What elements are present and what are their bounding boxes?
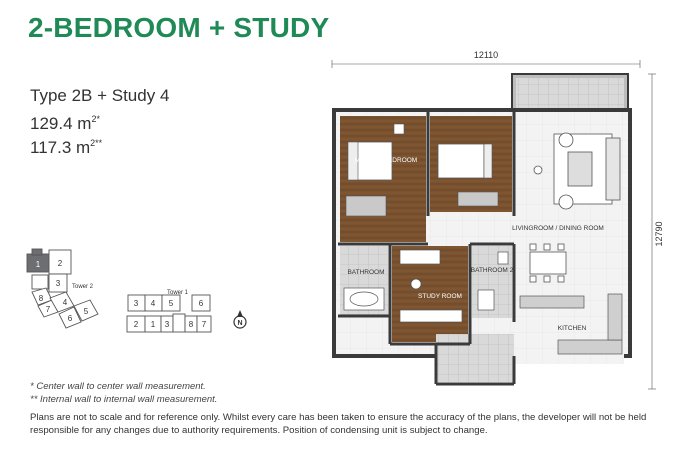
t1-unit-5-top: 5 — [168, 299, 174, 308]
master-bedroom-label: MASTER BEDROOM — [354, 157, 418, 164]
t2-unit-7: 7 — [45, 305, 51, 314]
area-internal-sup: 2** — [90, 138, 103, 148]
floor-plan — [318, 44, 668, 394]
dining-table — [530, 244, 566, 282]
area-internal-wall — [30, 138, 102, 158]
height-dimension: 12790 — [654, 221, 664, 247]
t2-unit-1: 1 — [35, 260, 41, 269]
t1-unit-2: 2 — [133, 320, 139, 329]
t1-unit-6-top: 6 — [198, 299, 204, 308]
t2-unit-4: 4 — [62, 298, 68, 307]
north-compass-icon — [234, 310, 246, 328]
bathroom2-label: BATHROOM 2 — [470, 267, 514, 274]
north-label: N — [237, 320, 243, 327]
tower2-label: Tower 2 — [72, 284, 94, 290]
key-plan — [22, 242, 262, 342]
bedroom1-label: BEDROOM 1 — [442, 153, 482, 160]
t1-unit-4-top: 4 — [150, 299, 156, 308]
area-center-value: 129.4 m — [30, 114, 92, 133]
note-center-wall: * Center wall to center wall measurement. — [30, 381, 206, 392]
t1-unit-8: 8 — [188, 320, 194, 329]
t2-unit-3: 3 — [55, 279, 61, 288]
t1-unit-3-top: 3 — [133, 299, 139, 308]
t1-unit-1: 1 — [150, 320, 156, 329]
disclaimer: Plans are not to scale and for reference only. Whilst every care has been taken to ensure the accuracy of the plans, the developer will not be held responsible for any changes due to authority requirements. Position of condensing unit is subject to change. — [30, 412, 647, 436]
bathroom-label: BATHROOM — [347, 269, 385, 276]
t2-unit-8: 8 — [38, 294, 44, 303]
area-internal-value: 117.3 m — [30, 138, 91, 157]
bathroom-fixtures — [344, 288, 384, 310]
study-room-label: STUDY ROOM — [418, 293, 462, 300]
t2-unit-5: 5 — [83, 307, 89, 316]
area-center-wall — [30, 114, 100, 134]
width-dimension: 12110 — [473, 50, 499, 60]
kitchen-label: KITCHEN — [557, 325, 587, 332]
living-dining-label: LIVINGROOM / DINING ROOM — [512, 225, 604, 232]
t2-unit-6: 6 — [67, 314, 73, 323]
note-internal-wall: ** Internal wall to internal wall measurement. — [30, 394, 218, 405]
tower1-label: Tower 1 — [167, 290, 189, 296]
t1-unit-3: 3 — [164, 320, 170, 329]
unit-type: Type 2B + Study 4 — [30, 86, 170, 105]
area-center-sup: 2* — [91, 114, 100, 124]
t1-unit-7: 7 — [201, 320, 207, 329]
t2-unit-2: 2 — [57, 259, 63, 268]
service-area — [436, 334, 514, 382]
page-title: 2-BEDROOM + STUDY — [28, 12, 330, 43]
